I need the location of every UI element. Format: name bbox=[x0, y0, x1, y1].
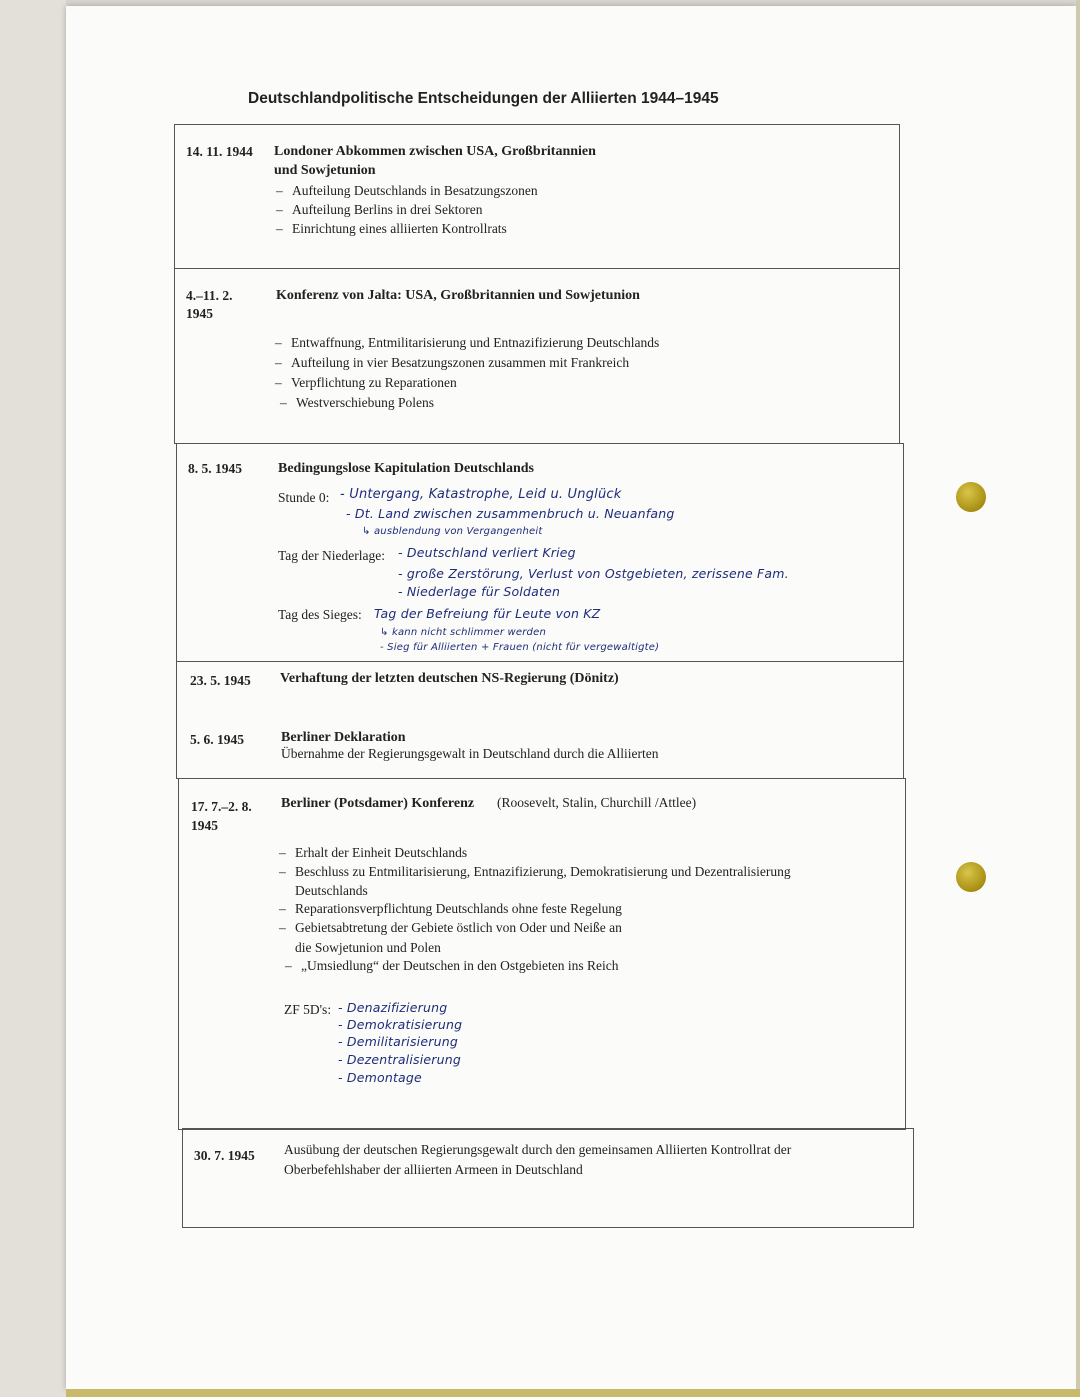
entry-date: 5. 6. 1945 bbox=[190, 732, 244, 747]
list-item: – Aufteilung Deutschlands in Besatzungszonen bbox=[292, 183, 538, 199]
entry-text: Oberbefehlshaber der alliierten Armeen in Deutschland bbox=[284, 1162, 583, 1177]
note-label: Stunde 0: bbox=[278, 490, 330, 505]
list-item: – Beschluss zu Entmilitarisierung, Entnazifizierung, Demokratisierung und Dezentralisierung bbox=[295, 864, 791, 880]
list-item: – Verpflichtung zu Reparationen bbox=[291, 375, 457, 391]
handwritten-note: - Demokratisierung bbox=[338, 1017, 463, 1032]
list-item: – Reparationsverpflichtung Deutschlands ohne feste Regelung bbox=[295, 901, 622, 917]
handwritten-note: - Dezentralisierung bbox=[338, 1052, 462, 1067]
list-item-continued: die Sowjetunion und Polen bbox=[295, 940, 441, 955]
handwritten-note: - große Zerstörung, Verlust von Ostgebieten, zerissene Fam. bbox=[398, 566, 789, 581]
handwritten-note: ↳ ausblendung von Vergangenheit bbox=[362, 526, 543, 537]
entry-date: 14. 11. 1944 bbox=[186, 144, 253, 159]
list-item: – „Umsiedlung“ der Deutschen in den Ostgebieten ins Reich bbox=[301, 958, 619, 974]
entry-heading: und Sowjetunion bbox=[274, 163, 376, 178]
note-label: ZF 5D's: bbox=[284, 1002, 332, 1017]
entry-date: 23. 5. 1945 bbox=[190, 673, 251, 688]
list-item: – Erhalt der Einheit Deutschlands bbox=[295, 845, 467, 861]
scan-bottom-edge bbox=[66, 1389, 1080, 1397]
punch-hole-icon bbox=[956, 482, 986, 512]
list-item: – Entwaffnung, Entmilitarisierung und Entnazifizierung Deutschlands bbox=[291, 335, 659, 351]
entry-heading: Verhaftung der letzten deutschen NS-Regierung (Dönitz) bbox=[280, 671, 619, 686]
list-item: – Einrichtung eines alliierten Kontrollrats bbox=[292, 221, 507, 237]
handwritten-note: - Niederlage für Soldaten bbox=[398, 584, 561, 599]
entry-heading: Berliner (Potsdamer) Konferenz bbox=[281, 796, 475, 811]
note-label: Tag der Niederlage: bbox=[278, 548, 385, 563]
entry-text: Übernahme der Regierungsgewalt in Deutschland durch die Alliierten bbox=[281, 746, 659, 761]
entry-date: 4.–11. 2. bbox=[186, 288, 233, 303]
handwritten-note: - Sieg für Alliierten + Frauen (nicht für vergewaltigte) bbox=[380, 642, 660, 653]
entry-heading: Konferenz von Jalta: USA, Großbritannien und Sowjetunion bbox=[276, 288, 640, 303]
entry-date: 1945 bbox=[186, 306, 213, 321]
entry-box-4 bbox=[178, 778, 906, 1130]
entry-date: 17. 7.–2. 8. bbox=[191, 799, 252, 814]
entry-text: Ausübung der deutschen Regierungsgewalt durch den gemeinsamen Alliierten Kontrollrat der bbox=[284, 1142, 792, 1157]
handwritten-note: - Denazifizierung bbox=[338, 1000, 448, 1015]
punch-hole-icon bbox=[956, 862, 986, 892]
entry-date: 8. 5. 1945 bbox=[188, 461, 242, 476]
divider bbox=[176, 661, 904, 662]
handwritten-note: - Demilitarisierung bbox=[338, 1034, 458, 1049]
entry-heading: Bedingungslose Kapitulation Deutschlands bbox=[278, 461, 534, 476]
handwritten-note: - Dt. Land zwischen zusammenbruch u. Neuanfang bbox=[346, 506, 675, 521]
list-item: – Aufteilung Berlins in drei Sektoren bbox=[292, 202, 482, 218]
handwritten-note: - Untergang, Katastrophe, Leid u. Unglück bbox=[340, 487, 622, 502]
list-item: – Westverschiebung Polens bbox=[296, 395, 434, 411]
entry-heading: Londoner Abkommen zwischen USA, Großbritannien bbox=[274, 144, 596, 159]
handwritten-note: ↳ kann nicht schlimmer werden bbox=[380, 627, 546, 638]
page-title: Deutschlandpolitische Entscheidungen der Alliierten 1944–1945 bbox=[248, 90, 719, 107]
entry-date: 30. 7. 1945 bbox=[194, 1148, 255, 1163]
scan-edge bbox=[1076, 0, 1080, 1397]
handwritten-note: - Deutschland verliert Krieg bbox=[398, 545, 576, 560]
list-item-continued: Deutschlands bbox=[295, 883, 368, 898]
list-item: – Gebietsabtretung der Gebiete östlich von Oder und Neiße an bbox=[295, 920, 622, 936]
entry-heading: Berliner Deklaration bbox=[281, 730, 406, 745]
scan-margin bbox=[0, 0, 66, 1397]
handwritten-note: Tag der Befreiung für Leute von KZ bbox=[374, 606, 601, 621]
handwritten-note: - Demontage bbox=[338, 1070, 422, 1085]
entry-date: 1945 bbox=[191, 818, 218, 833]
list-item: – Aufteilung in vier Besatzungszonen zusammen mit Frankreich bbox=[291, 355, 629, 371]
note-label: Tag des Sieges: bbox=[278, 607, 362, 622]
entry-heading-extra: (Roosevelt, Stalin, Churchill /Attlee) bbox=[497, 795, 697, 810]
